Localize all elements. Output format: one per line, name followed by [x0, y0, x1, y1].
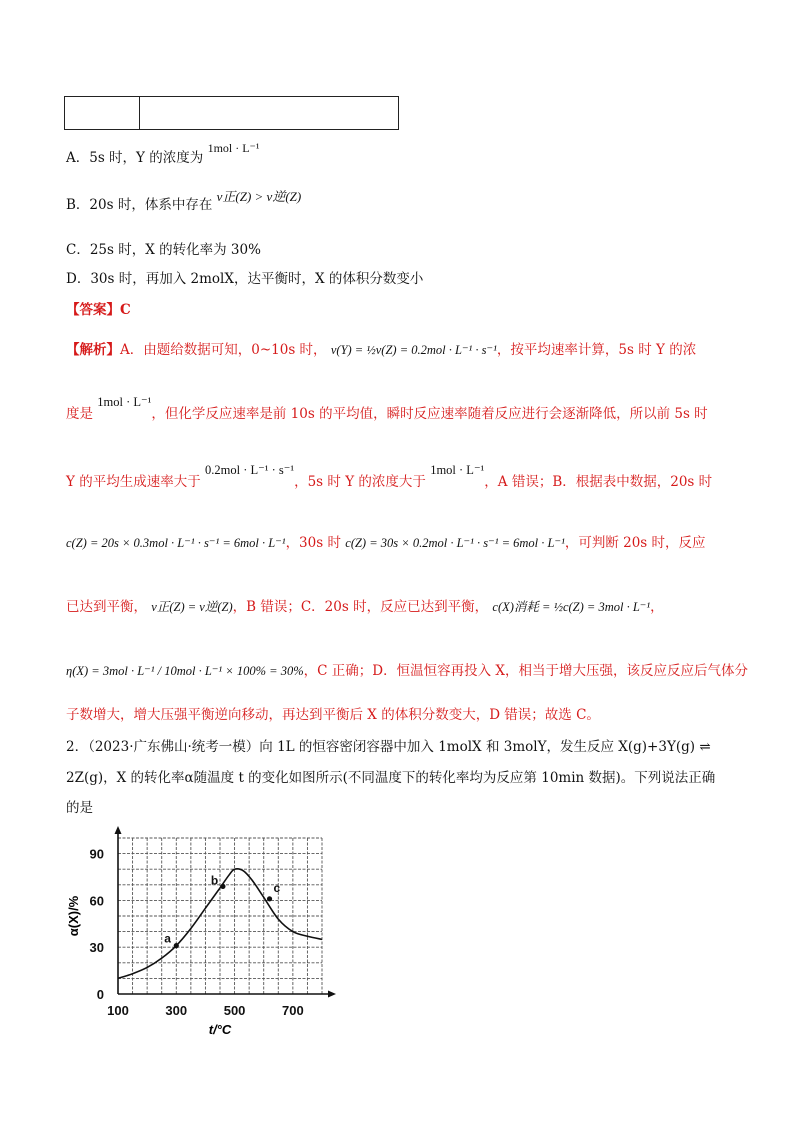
x-tick-label: 500 — [223, 1003, 246, 1018]
analysis-line-1 — [66, 338, 696, 358]
analysis-line-6 — [66, 659, 748, 679]
analysis-formula: v正(Z) = v逆(Z) — [151, 600, 233, 614]
analysis-formula: c(X)消耗 = ½c(Z) = 3mol · L⁻¹ — [492, 600, 651, 614]
option-c: C．25s 时，X 的转化率为 30% — [66, 242, 261, 258]
analysis-text: A．由题给数据可知，0~10s 时， — [120, 342, 327, 358]
analysis-line-5 — [66, 595, 664, 615]
option-a-text: A．5s 时，Y 的浓度为 — [66, 150, 204, 166]
data-point-c — [267, 896, 272, 901]
option-a — [66, 141, 260, 166]
point-label-b: b — [210, 873, 219, 888]
analysis-line-7: 子数增大，增大压强平衡逆向移动，再达到平衡后 X 的体积分数变大，D 错误；故选 C。 — [66, 707, 600, 723]
option-b — [66, 189, 302, 213]
question-2-line-1: 2．（2023·广东佛山·统考一模）向 1L 的恒容密闭容器中加入 1molX 和 3molY，发生反应 X(g)+3Y(g) ⇌ — [66, 739, 711, 755]
analysis-text: Y 的平均生成速率大于 — [66, 474, 201, 490]
x-tick-label: 700 — [282, 1003, 304, 1018]
analysis-text: ，A 错误；B．根据表中数据，20s 时 — [484, 474, 713, 490]
table-cell — [140, 97, 399, 130]
analysis-label: 【解析】 — [66, 342, 120, 358]
analysis-text: 已达到平衡， — [66, 599, 147, 615]
analysis-text: ，5s 时 Y 的浓度大于 — [294, 474, 426, 490]
answer-label: 【答案】 — [66, 302, 120, 318]
y-tick-label: 60 — [89, 893, 104, 909]
analysis-text: ，按平均速率计算，5s 时 Y 的浓 — [496, 342, 697, 358]
analysis-line-3 — [66, 463, 713, 490]
option-b-text: B．20s 时，体系中存在 — [66, 197, 213, 213]
x-axis-label: t/°C — [208, 1022, 232, 1037]
analysis-formula: η(X) = 3mol · L⁻¹ / 10mol · L⁻¹ × 100% = 30% — [66, 664, 304, 678]
y-tick-label: 30 — [89, 940, 104, 956]
x-tick-label: 100 — [107, 1003, 129, 1018]
option-b-formula: v正(Z) > v逆(Z) — [216, 189, 302, 204]
point-label-c: c — [273, 880, 281, 895]
analysis-text: ，B 错误；C．20s 时，反应已达到平衡， — [232, 599, 489, 615]
y-axis-label: α(X)/% — [66, 895, 81, 937]
analysis-line-4 — [66, 531, 706, 551]
analysis-formula: c(Z) = 30s × 0.2mol · L⁻¹ · s⁻¹ = 6mol · L⁻¹ — [345, 536, 565, 550]
table-cell — [65, 97, 140, 130]
question-2-line-3: 的是 — [66, 800, 93, 816]
conversion-rate-chart — [60, 826, 340, 1042]
analysis-formula: 0.2mol · L⁻¹ · s⁻¹ — [205, 463, 295, 477]
analysis-text: ， — [650, 599, 664, 615]
x-tick-label: 300 — [165, 1003, 188, 1018]
answer-value: C — [120, 302, 131, 318]
analysis-formula: 1mol · L⁻¹ — [430, 463, 485, 477]
data-point-a — [174, 943, 179, 948]
analysis-formula: 1mol · L⁻¹ — [97, 395, 152, 409]
y-tick-label: 90 — [89, 846, 104, 862]
data-table-fragment — [64, 96, 399, 130]
answer-line — [66, 298, 131, 318]
question-2-line-2: 2Z(g)，X 的转化率α随温度 t 的变化如图所示(不同温度下的转化率均为反应第 10min 数据)。下列说法正确 — [66, 770, 716, 786]
data-point-b — [220, 884, 225, 889]
analysis-text: ，30s 时 — [285, 535, 341, 551]
analysis-formula: c(Z) = 20s × 0.3mol · L⁻¹ · s⁻¹ = 6mol · L⁻¹ — [66, 536, 286, 550]
y-tick-label: 0 — [96, 987, 104, 1002]
analysis-formula: v(Y) = ½v(Z) = 0.2mol · L⁻¹ · s⁻¹ — [330, 343, 497, 357]
analysis-line-2 — [66, 395, 708, 422]
option-d: D．30s 时，再加入 2molX，达平衡时，X 的体积分数变小 — [66, 271, 424, 287]
point-label-a: a — [164, 931, 171, 946]
analysis-text: ，C 正确；D．恒温恒容再投入 X，相当于增大压强，该反应反应后气体分 — [303, 663, 748, 679]
analysis-text: ，但化学反应速率是前 10s 的平均值，瞬时反应速率随着反应进行会逐渐降低，所以前 5s 时 — [151, 406, 708, 422]
option-a-formula: 1mol · L⁻¹ — [207, 141, 260, 155]
analysis-text: 度是 — [66, 406, 93, 422]
analysis-text: ，可判断 20s 时，反应 — [564, 535, 706, 551]
